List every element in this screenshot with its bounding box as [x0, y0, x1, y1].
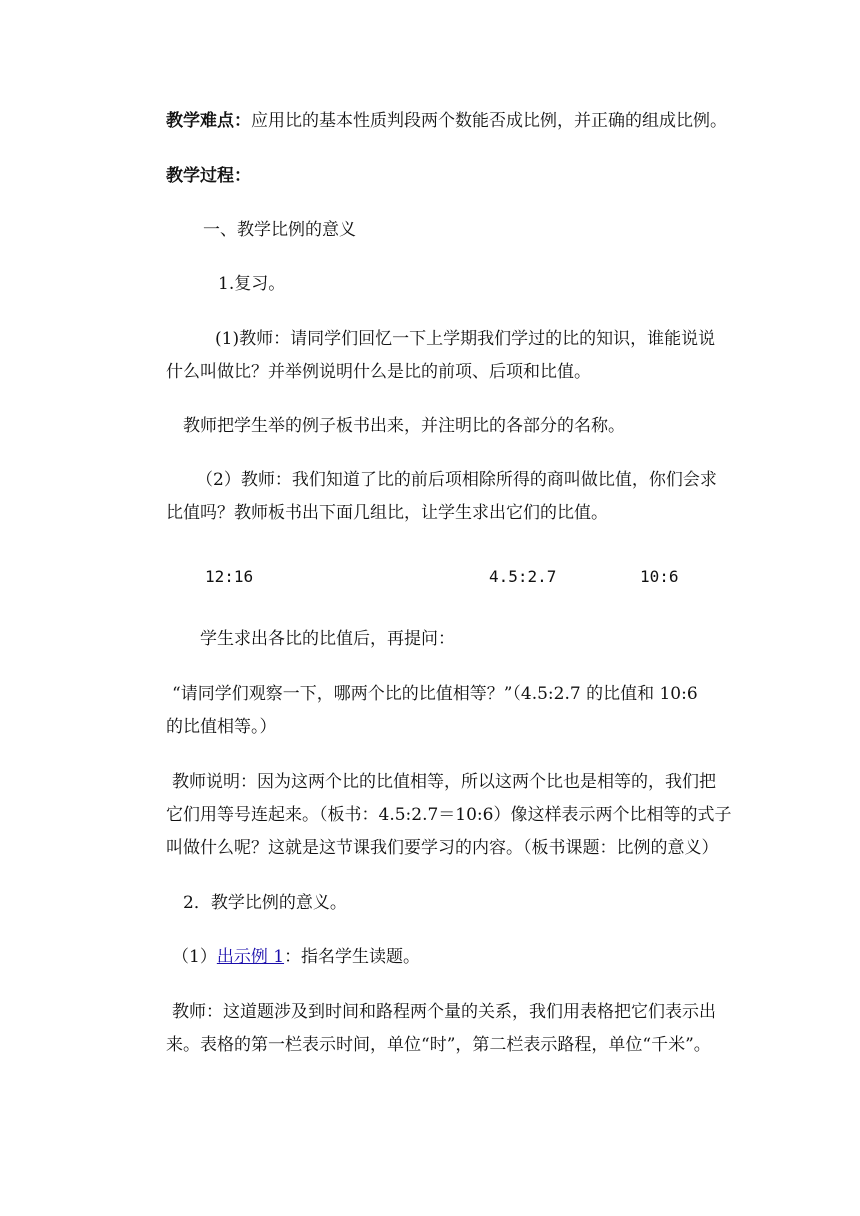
ratio-1: 12:16: [205, 567, 254, 586]
section-1-heading: 一、教学比例的意义: [203, 220, 356, 240]
p1-line-1: (1)教师：请同学们回忆一下上学期我们学过的比的知识，谁能说说: [215, 329, 716, 349]
p3-line-1: （2）教师：我们知道了比的前后项相除所得的商叫做比值，你们会求: [196, 470, 717, 490]
difficulty-text: 应用比的基本性质判段两个数能否成比例，并正确的组成比例。: [251, 111, 727, 131]
p2-paragraph: 教师把学生举的例子板书出来，并注明比的各部分的名称。: [183, 416, 625, 436]
example-1-link[interactable]: 出示例 1: [216, 947, 285, 967]
p8-line-2: 来。表格的第一栏表示时间，单位“时”，第二栏表示路程，单位“千米”。: [166, 1035, 711, 1055]
difficulty-label: 教学难点：: [166, 111, 251, 131]
p4-paragraph: 学生求出各比的比值后，再提问：: [200, 629, 455, 649]
difficulty-paragraph: [166, 110, 727, 132]
review-heading: 1.复习。: [218, 274, 286, 294]
p5-line-2: 的比值相等。）: [166, 717, 277, 737]
p8-line-1: 教师：这道题涉及到时间和路程两个量的关系，我们用表格把它们表示出: [172, 1002, 716, 1022]
section-2-heading: 2．教学比例的意义。: [183, 893, 347, 913]
p7-suffix: ：指名学生读题。: [284, 947, 421, 967]
p7-prefix: （1）: [172, 947, 217, 967]
p1-line-2: 什么叫做比？并举例说明什么是比的前项、后项和比值。: [166, 362, 591, 382]
p5-line-1: “请同学们观察一下，哪两个比的比值相等？”（4.5:2.7 的比值和 10:6: [172, 684, 698, 704]
p6-line-3: 叫做什么呢？这就是这节课我们要学习的内容。（板书课题：比例的意义）: [166, 838, 719, 858]
ratio-2: 4.5:2.7: [489, 567, 557, 586]
ratio-3: 10:6: [640, 567, 679, 586]
p6-line-1: 教师说明：因为这两个比的比值相等，所以这两个比也是相等的，我们把: [172, 772, 716, 792]
p7-paragraph: [172, 946, 420, 968]
p3-line-2: 比值吗？教师板书出下面几组比，让学生求出它们的比值。: [166, 503, 608, 523]
p6-line-2: 它们用等号连起来。（板书：4.5:2.7＝10:6）像这样表示两个比相等的式子: [166, 805, 732, 825]
process-heading: 教学过程：: [166, 166, 251, 186]
